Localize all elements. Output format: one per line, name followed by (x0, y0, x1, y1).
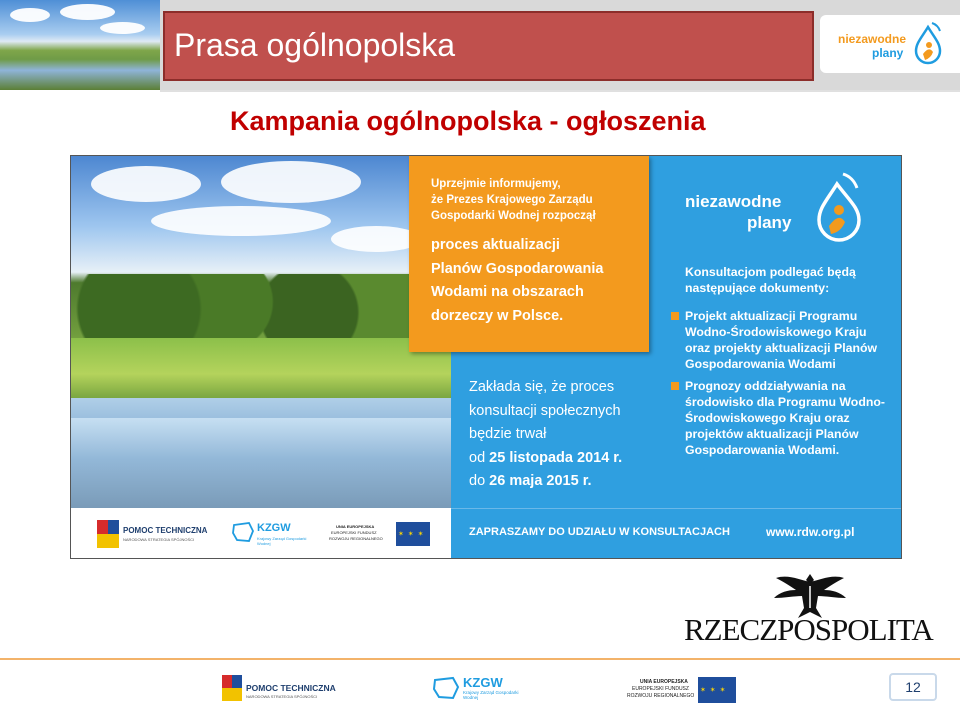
list-item: Prognozy oddziaływania na środowisko dla Programu Wodno-Środowiskowego Kraju oraz projektów aktualizacji Planów Gospodarowania Wodami. (671, 378, 895, 458)
consultation-duration (469, 376, 669, 494)
slide-subtitle: Kampania ogólnopolska - ogłoszenia (230, 106, 706, 136)
main-line: dorzeczy w Polsce. (431, 307, 564, 324)
invite-text: ZAPRASZAMY DO UDZIAŁU W KONSULTACJACH (469, 526, 730, 538)
intro-line: Gospodarki Wodnej rozpoczął (431, 210, 596, 222)
footer-pomoc-techniczna-mark-icon (222, 675, 242, 701)
date-from: 25 listopada 2014 r. (489, 449, 623, 466)
duration-line: będzie trwał (469, 426, 547, 442)
date-from-prefix: od (469, 449, 490, 466)
eu-line-2: EUROPEJSKI FUNDUSZ (331, 530, 377, 535)
intro-line: że Prezes Krajowego Zarządu (431, 194, 593, 206)
main-line: proces aktualizacji (431, 237, 560, 253)
kzgw-name: KZGW (257, 522, 291, 534)
page-number: 12 (889, 673, 937, 701)
footer-pt-name: POMOC TECHNICZNA (246, 683, 336, 693)
list-item: Projekt aktualizacji Programu Wodno-Środowiskowego Kraju oraz projekty aktualizacji Planów Gospodarowania Wodami (671, 308, 895, 372)
pt-name: POMOC TECHNICZNA (123, 526, 208, 535)
ad-logo-word-2: plany (747, 213, 792, 232)
documents-lead: Konsultacjom podlegać będą następujące dokumenty: (685, 265, 856, 295)
footer-pt-sub: NARODOWA STRATEGIA SPÓJNOŚCI (246, 694, 318, 699)
footer-divider (0, 658, 960, 660)
footer-eu-line-3: ROZWOJU REGIONALNEGO (627, 693, 695, 699)
duration-line: Zakłada się, że proces (469, 379, 615, 395)
water-drop-icon (910, 21, 946, 67)
eu-line-3: ROZWOJU REGIONALNEGO (329, 536, 383, 541)
footer-eu-flag-icon (698, 677, 736, 703)
advertisement (70, 155, 902, 559)
announcement-intro (431, 176, 641, 224)
footer-kzgw-sub: Krajowy Zarząd Gospodarki Wodnej (463, 690, 519, 700)
eu-flag-icon (396, 522, 430, 546)
logo-word-2: plany (872, 46, 904, 60)
main-line: Planów Gospodarowania (431, 260, 604, 277)
logo-word-1: niezawodne (838, 32, 907, 46)
header-landscape-photo (0, 0, 160, 90)
date-from-row (469, 447, 669, 471)
ad-landscape-photo (71, 156, 451, 508)
ad-sponsor-strip (71, 508, 451, 559)
footer-kzgw-name: KZGW (463, 675, 503, 690)
rzeczpospolita-logo: RZECZPOSPOLITA (684, 612, 933, 647)
ad-logo-word-1: niezawodne (685, 192, 782, 211)
page-title: Prasa ogólnopolska (174, 27, 456, 63)
eu-line-1: UNIA EUROPEJSKA (336, 524, 375, 529)
date-to-prefix: do (469, 473, 490, 489)
ad-footer (451, 508, 902, 559)
date-to: 26 maja 2015 r. (489, 473, 592, 489)
footer-eu-line-1: UNIA EUROPEJSKA (640, 679, 688, 685)
intro-line: Uprzejmie informujemy, (431, 178, 561, 190)
footer-eu-line-2: EUROPEJSKI FUNDUSZ (632, 686, 689, 692)
footer-kzgw-map-icon (432, 675, 460, 701)
announcement-main (431, 234, 646, 328)
pomoc-techniczna-mark-icon (97, 520, 119, 548)
date-to-row (469, 470, 669, 494)
kzgw-map-icon (231, 521, 255, 543)
website-link[interactable]: www.rdw.org.pl (766, 525, 855, 539)
ad-water-drop-icon (809, 168, 869, 248)
kzgw-sub: Krajowy Zarząd Gospodarki Wodnej (257, 536, 307, 546)
pt-sub: NARODOWA STRATEGIA SPÓJNOŚCI (123, 537, 195, 542)
documents-list (685, 264, 895, 464)
main-line: Wodami na obszarach (431, 284, 584, 300)
orange-announcement-box (409, 156, 649, 352)
header-divider (160, 90, 960, 92)
duration-line: konsultacji społecznych (469, 402, 621, 419)
